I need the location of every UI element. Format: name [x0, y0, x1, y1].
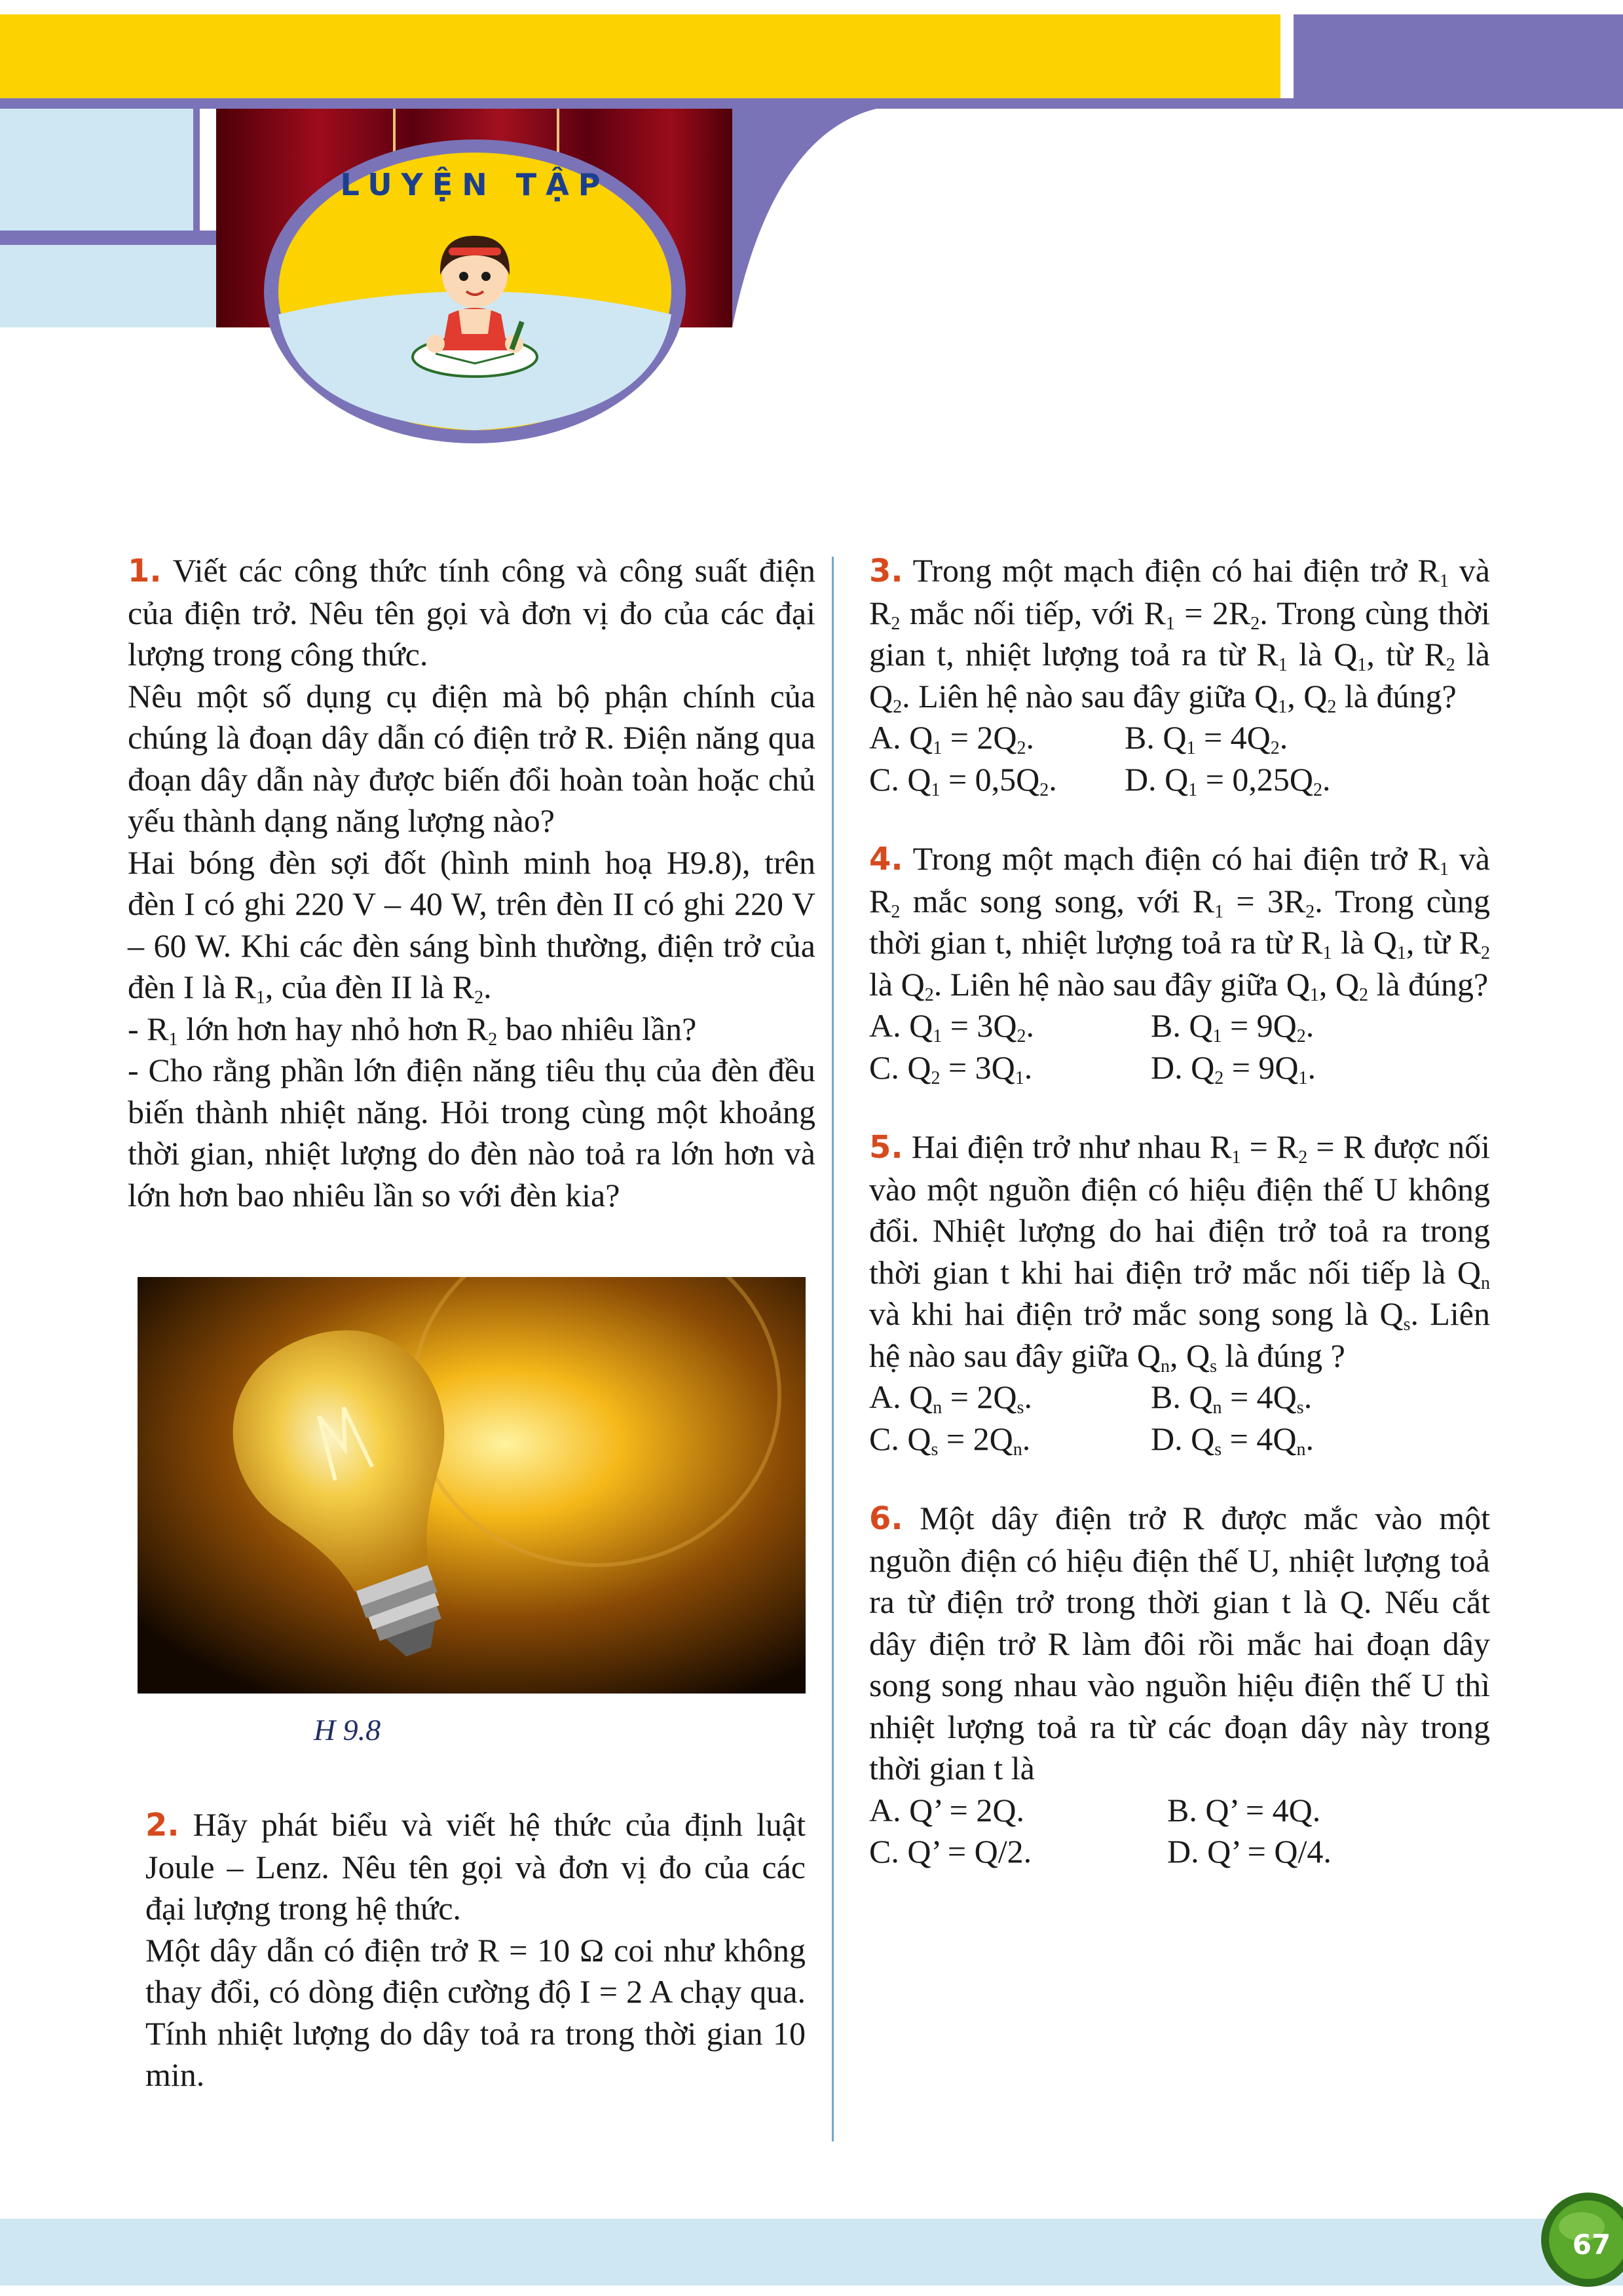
answer-options [869, 1005, 1490, 1088]
question-text: = R được nối vào một nguồn điện có hiệu điện thế U không đổi. Nhiệt lượng do hai điện trở toả ra trong thời gian t khi hai điện trở mắc nối tiếp là Q [869, 1128, 1491, 1291]
question-text: . Liên hệ nào sau đây giữa Q [902, 677, 1278, 714]
question-1 [128, 550, 815, 1216]
question-number: 6. [869, 1500, 903, 1537]
answer-option-a[interactable]: A. $Q_n = 2Q_s$. [869, 1379, 1032, 1418]
question-text: , Q [1170, 1337, 1210, 1374]
light-bulb-icon [138, 1277, 806, 1694]
header-purple-bar [1294, 14, 1623, 98]
question-text: và R [869, 552, 1490, 631]
subscript: 1 [1214, 901, 1224, 922]
section-title: LUYỆN TẬP [340, 167, 610, 202]
subscript: 1 [1309, 984, 1319, 1005]
header-blue-panel [0, 109, 200, 231]
subscript: 2 [474, 988, 484, 1008]
question-number: 2. [145, 1807, 179, 1843]
subscript: 1 [1278, 655, 1288, 675]
question-text: Một dây điện trở R được mắc vào một nguồn điện có hiệu điện thế U, nhiệt lượng toả ra từ điện trở trong thời gian t là Q. Nếu cắt dây điện trở R làm đôi rồi mắc hai đoạn dây song song nhau vào nguồn hiệu điện thế U thì nhiệt lượng toả ra từ các đoạn dây này trong thời gian t là [869, 1500, 1490, 1787]
question-text: - Cho rằng phần lớn điện năng tiêu thụ của đèn đều biến thành nhiệt năng. Hỏi trong cùng một khoảng thời gian, nhiệt lượng do đèn nào toả ra lớn hơn và lớn hơn bao nhiêu lần so với đèn kia? [128, 1052, 815, 1213]
question-text: Nêu một số dụng cụ điện mà bộ phận chính của chúng là đoạn dây dẫn có điện trở R. Điện năng qua đoạn dây dẫn này được biến đổi hoàn toàn hoặc chủ yếu thành dạng năng lượng nào? [128, 677, 815, 839]
subscript: 1 [1278, 696, 1288, 717]
subscript: 1 [255, 988, 265, 1008]
subscript: 1 [1439, 859, 1449, 880]
header-blue-panel-lower [0, 245, 216, 327]
question-text: và khi hai điện trở mắc song song là Q [869, 1295, 1404, 1332]
answer-options [869, 1377, 1490, 1460]
question-text: Hai bóng đèn sợi đốt (hình minh hoạ H9.8), trên đèn I có ghi 220 V – 40 W, trên đèn II có ghi 220 V – 60 W. Khi các đèn sáng bình thường, điện trở của đèn I là R [128, 843, 815, 1005]
question-text: và R [869, 840, 1490, 919]
question-text: bao nhiêu lần? [497, 1010, 697, 1047]
answer-option-d[interactable]: D. $Q_2 = 9Q_1$. [1151, 1048, 1316, 1088]
question-text: Một dây dẫn có điện trở R = 10 Ω coi như không thay đổi, có dòng điện cường độ I = 2 A chạy qua. Tính nhiệt lượng do dây toả ra trong thời gian 10 min. [145, 1931, 806, 2093]
question-text: lớn hơn hay nhỏ hơn R [177, 1010, 489, 1047]
subscript: 2 [1481, 943, 1491, 963]
question-text: = 3R [1223, 882, 1306, 919]
answer-option-c[interactable]: C. $Q_s = 2Q_n$. [869, 1420, 1031, 1460]
subscript: n [1481, 1272, 1490, 1293]
left-column-lower [145, 1804, 806, 2096]
left-column [128, 550, 815, 1216]
question-text: là Q [869, 965, 925, 1003]
question-2 [145, 1804, 806, 2096]
purple-swoosh [732, 109, 876, 327]
subscript: 2 [1446, 655, 1455, 675]
question-text: mắc song song, với R [900, 882, 1215, 919]
right-column [869, 550, 1490, 1873]
subscript: 2 [891, 613, 901, 634]
answer-option-d[interactable]: D. Q’ = Q/4. [1167, 1833, 1332, 1870]
answer-option-a[interactable]: A. Q’ = 2Q. [869, 1791, 1024, 1828]
question-text: , từ R [1406, 924, 1482, 961]
question-text: , của đèn II là R [265, 969, 475, 1005]
subscript: 2 [1298, 1147, 1308, 1168]
figure-caption: H 9.8 [313, 1713, 381, 1747]
answer-option-a[interactable]: A. $Q_1 = 2Q_2$. [869, 719, 1035, 758]
question-text: - R [128, 1010, 169, 1047]
question-text: , Q [1287, 677, 1328, 714]
subscript: 2 [891, 901, 901, 922]
subscript: 2 [893, 696, 903, 717]
answer-option-a[interactable]: A. $Q_1 = 3Q_2$. [869, 1007, 1035, 1046]
question-number: 5. [869, 1129, 903, 1166]
question-text: là Q [1287, 636, 1358, 673]
question-text: , Q [1318, 965, 1359, 1003]
answer-option-b[interactable]: B. $Q_1 = 4Q_2$. [1125, 719, 1288, 758]
question-number: 4. [869, 841, 903, 878]
question-number: 1. [128, 553, 162, 589]
question-text: là đúng? [1336, 677, 1457, 714]
question-text: . [483, 969, 492, 1005]
question-text: Trong một mạch điện có hai điện trở R [912, 552, 1440, 589]
subscript: 1 [1231, 1147, 1241, 1168]
subscript: 2 [1327, 696, 1337, 717]
question-text: là đúng? [1368, 965, 1489, 1003]
page-number: 67 [1572, 2229, 1611, 2261]
subscript: 2 [1250, 613, 1260, 634]
question-number: 3. [869, 553, 903, 589]
subscript: 2 [1358, 984, 1368, 1005]
answer-options [869, 1790, 1490, 1873]
answer-option-d[interactable]: D. $Q_s = 4Q_n$. [1151, 1420, 1314, 1460]
subscript: 1 [1357, 655, 1367, 675]
subscript: 1 [1165, 613, 1175, 634]
question-text: mắc nối tiếp, với R [900, 594, 1166, 631]
question-text: . Trong cùng thời gian t, nhiệt lượng toả ra từ R [869, 594, 1491, 673]
question-text: . Trong cùng thời gian t, nhiệt lượng toả ra từ R [869, 882, 1490, 961]
subscript: 1 [1322, 943, 1332, 963]
answer-option-c[interactable]: C. $Q_1 = 0,5Q_2$. [869, 760, 1057, 800]
subscript: s [1210, 1356, 1218, 1377]
light-bulb-photo [138, 1277, 806, 1694]
header-purple-stripe [0, 231, 216, 245]
question-text: Viết các công thức tính công và công suất điện của điện trở. Nêu tên gọi và đơn vị đo của các đại lượng trong công thức. [128, 552, 815, 673]
question-text: Hãy phát biểu và viết hệ thức của định luật Joule – Lenz. Nêu tên gọi và đơn vị đo của các đại lượng trong hệ thức. [145, 1806, 806, 1927]
question-text: = 2R [1174, 594, 1251, 631]
question-3 [869, 550, 1490, 800]
question-text: Hai điện trở như nhau R [911, 1128, 1232, 1165]
question-text: . Liên hệ nào sau đây giữa Q [869, 1295, 1490, 1374]
subscript: s [1403, 1314, 1411, 1335]
header-rule [0, 98, 1623, 109]
question-text: là đúng ? [1217, 1337, 1345, 1374]
subscript: 1 [1396, 943, 1406, 963]
question-text: là Q [869, 636, 1490, 714]
question-4 [869, 838, 1490, 1088]
column-divider [832, 557, 834, 2141]
answer-option-b[interactable]: B. $Q_1 = 9Q_2$. [1151, 1007, 1315, 1046]
answer-option-c[interactable]: C. Q’ = Q/2. [869, 1833, 1032, 1870]
subscript: 2 [924, 984, 934, 1005]
question-6 [869, 1498, 1490, 1873]
subscript: 2 [488, 1029, 498, 1050]
question-text: = R [1241, 1128, 1299, 1165]
question-text: , từ R [1366, 636, 1446, 673]
subscript: 1 [1439, 571, 1449, 591]
answer-options [869, 717, 1490, 800]
question-text: là Q [1332, 924, 1397, 961]
question-text: Trong một mạch điện có hai điện trở R [912, 840, 1440, 877]
answer-option-d[interactable]: D. $Q_1 = 0,25Q_2$. [1125, 760, 1331, 800]
question-5 [869, 1126, 1490, 1460]
answer-option-c[interactable]: C. $Q_2 = 3Q_1$. [869, 1048, 1033, 1088]
answer-option-b[interactable]: B. $Q_n = 4Q_s$. [1151, 1379, 1313, 1418]
header-yellow-bar [0, 14, 1287, 98]
subscript: n [1161, 1356, 1170, 1377]
footer-band [0, 2219, 1623, 2286]
subscript: 2 [1305, 901, 1315, 922]
question-text: . Liên hệ nào sau đây giữa Q [933, 965, 1310, 1003]
answer-option-b[interactable]: B. Q’ = 4Q. [1167, 1791, 1321, 1828]
subscript: 1 [168, 1029, 178, 1050]
